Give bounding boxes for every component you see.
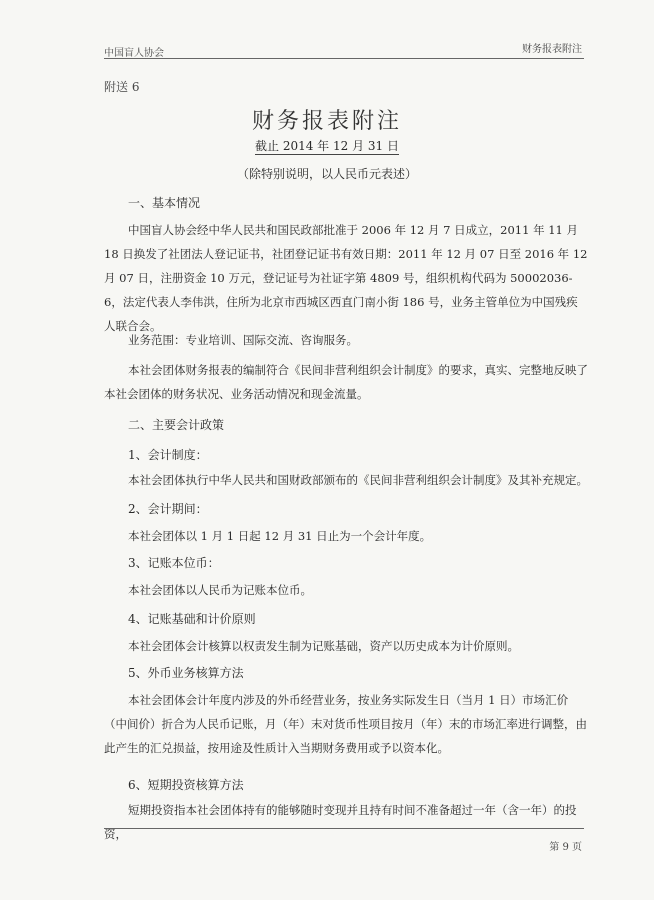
date-line <box>0 137 654 154</box>
attachment-label: 附送 6 <box>104 80 140 94</box>
item-6-heading: 6、短期投资核算方法 <box>128 778 244 792</box>
section-1-heading: 一、基本情况 <box>128 196 201 210</box>
item-1-text: 本社会团体执行中华人民共和国财政部颁布的《民间非营利组织会计制度》及其补充规定。 <box>128 473 588 487</box>
header-rule <box>104 58 584 59</box>
footer-rule <box>104 828 584 829</box>
date-text: 截止 2014 年 12 月 31 日 <box>255 139 399 153</box>
page-title: 财务报表附注 <box>251 109 402 134</box>
item-4-heading: 4、记账基础和计价原则 <box>128 612 256 626</box>
item-2-text: 本社会团体以 1 月 1 日起 12 月 31 日止为一个会计年度。 <box>128 529 432 543</box>
item-5-heading: 5、外币业务核算方法 <box>128 666 244 680</box>
item-6-text: 短期投资指本社会团体持有的能够随时变现并且持有时间不准备超过一年（含一年）的投资， <box>104 803 577 841</box>
item-5-text: 本社会团体会计年度内涉及的外币经营业务，按业务实际发生日（当月 1 日）市场汇价（中间价）折合为人民币记账，月（年）末对货币性项目按月（年）末的市场汇率进行调整，由此产生的汇兑损益，按用途及性质计入当期财务费用或予以资本化。 <box>104 693 587 755</box>
section-2-heading: 二、主要会计政策 <box>128 418 225 432</box>
header-org-name: 中国盲人协会 <box>104 48 164 59</box>
page-number: 第 9 页 <box>549 842 582 853</box>
section-1-paragraph-2: 业务范围：专业培训、国际交流、咨询服务。 <box>128 333 358 347</box>
item-3-heading: 3、记账本位币： <box>128 556 220 570</box>
header-doc-name: 财务报表附注 <box>522 44 582 55</box>
currency-note: （除特别说明，以人民币元表述） <box>236 167 417 181</box>
item-2-heading: 2、会计期间： <box>128 502 208 516</box>
item-4-text: 本社会团体会计核算以权责发生制为记账基础，资产以历史成本为计价原则。 <box>128 639 519 653</box>
item-3-text: 本社会团体以人民币为记账本位币。 <box>128 583 312 597</box>
section-1-paragraph-1: 中国盲人协会经中华人民共和国民政部批准于 2006 年 12 月 7 日成立，2011 年 11 月 18 日换发了社团法人登记证书，社团登记证书有效日期：2011 年 12 月 07 日至 2016 年 12 月 07 日，注册资金 10 万元，登记证号为社证字第 4809 号，组织机构代码为 50002036-6，法定代表人李伟洪，住所为北京市西城区西直门南小街 186 号，业务主管单位为中国残疾人联合会。 <box>104 223 588 333</box>
item-1-heading: 1、会计制度： <box>128 448 208 462</box>
section-1-paragraph-3: 本社会团体财务报表的编制符合《民间非营利组织会计制度》的要求，真实、完整地反映了本社会团体的财务状况、业务活动情况和现金流量。 <box>104 363 588 401</box>
